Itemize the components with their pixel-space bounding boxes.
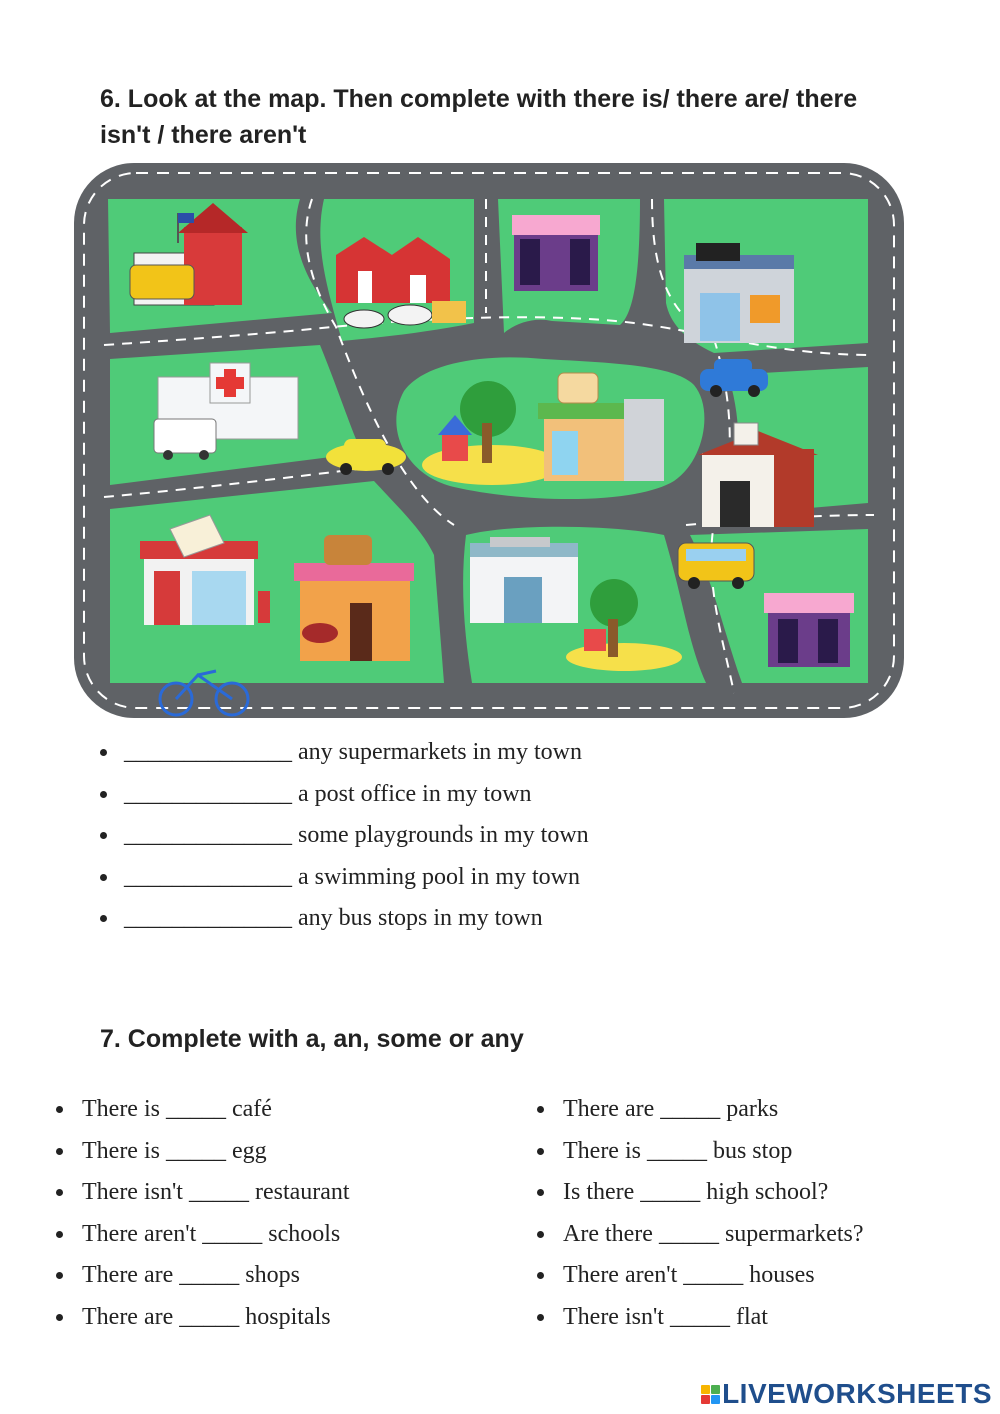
cinema-icon: [684, 243, 794, 343]
list-item: There are _____ shops: [56, 1255, 350, 1297]
shop-icon: [764, 593, 854, 667]
logo-text: LIVEWORKSHEETS: [722, 1378, 992, 1409]
list-item: There aren't _____ houses: [537, 1255, 864, 1297]
list-item: ______________ any bus stops in my town: [100, 898, 589, 940]
list-item: There isn't _____ restaurant: [56, 1172, 350, 1214]
list-item: There is _____ bus stop: [537, 1131, 864, 1173]
list-item: ______________ a post office in my town: [100, 774, 589, 816]
building-icon: [470, 537, 578, 623]
town-map: [74, 163, 904, 718]
exercise-7-right-list: [537, 1089, 864, 1339]
logo-square: [711, 1385, 720, 1394]
list-item: Are there _____ supermarkets?: [537, 1214, 864, 1256]
exercise-7-title: 7. Complete with a, an, some or any: [100, 1025, 524, 1053]
liveworksheets-logo[interactable]: [701, 1378, 992, 1410]
list-item: There aren't _____ schools: [56, 1214, 350, 1256]
list-item: ______________ a swimming pool in my town: [100, 857, 589, 899]
logo-mark-icon: [701, 1385, 720, 1404]
exercise-6-list: [100, 732, 589, 940]
list-item: Is there _____ high school?: [537, 1172, 864, 1214]
list-item: There are _____ parks: [537, 1089, 864, 1131]
logo-square: [711, 1395, 720, 1404]
exercise-6-title: 6. Look at the map. Then complete with there is/ there are/ there isn't / there aren't: [100, 85, 858, 149]
list-item: There is _____ café: [56, 1089, 350, 1131]
shop-icon: [512, 215, 600, 291]
list-item: There are _____ hospitals: [56, 1297, 350, 1339]
logo-square: [701, 1395, 710, 1404]
list-item: ______________ any supermarkets in my town: [100, 732, 589, 774]
list-item: ______________ some playgrounds in my town: [100, 815, 589, 857]
list-item: There is _____ egg: [56, 1131, 350, 1173]
list-item: There isn't _____ flat: [537, 1297, 864, 1339]
exercise-7-left-list: [56, 1089, 350, 1339]
logo-square: [701, 1385, 710, 1394]
